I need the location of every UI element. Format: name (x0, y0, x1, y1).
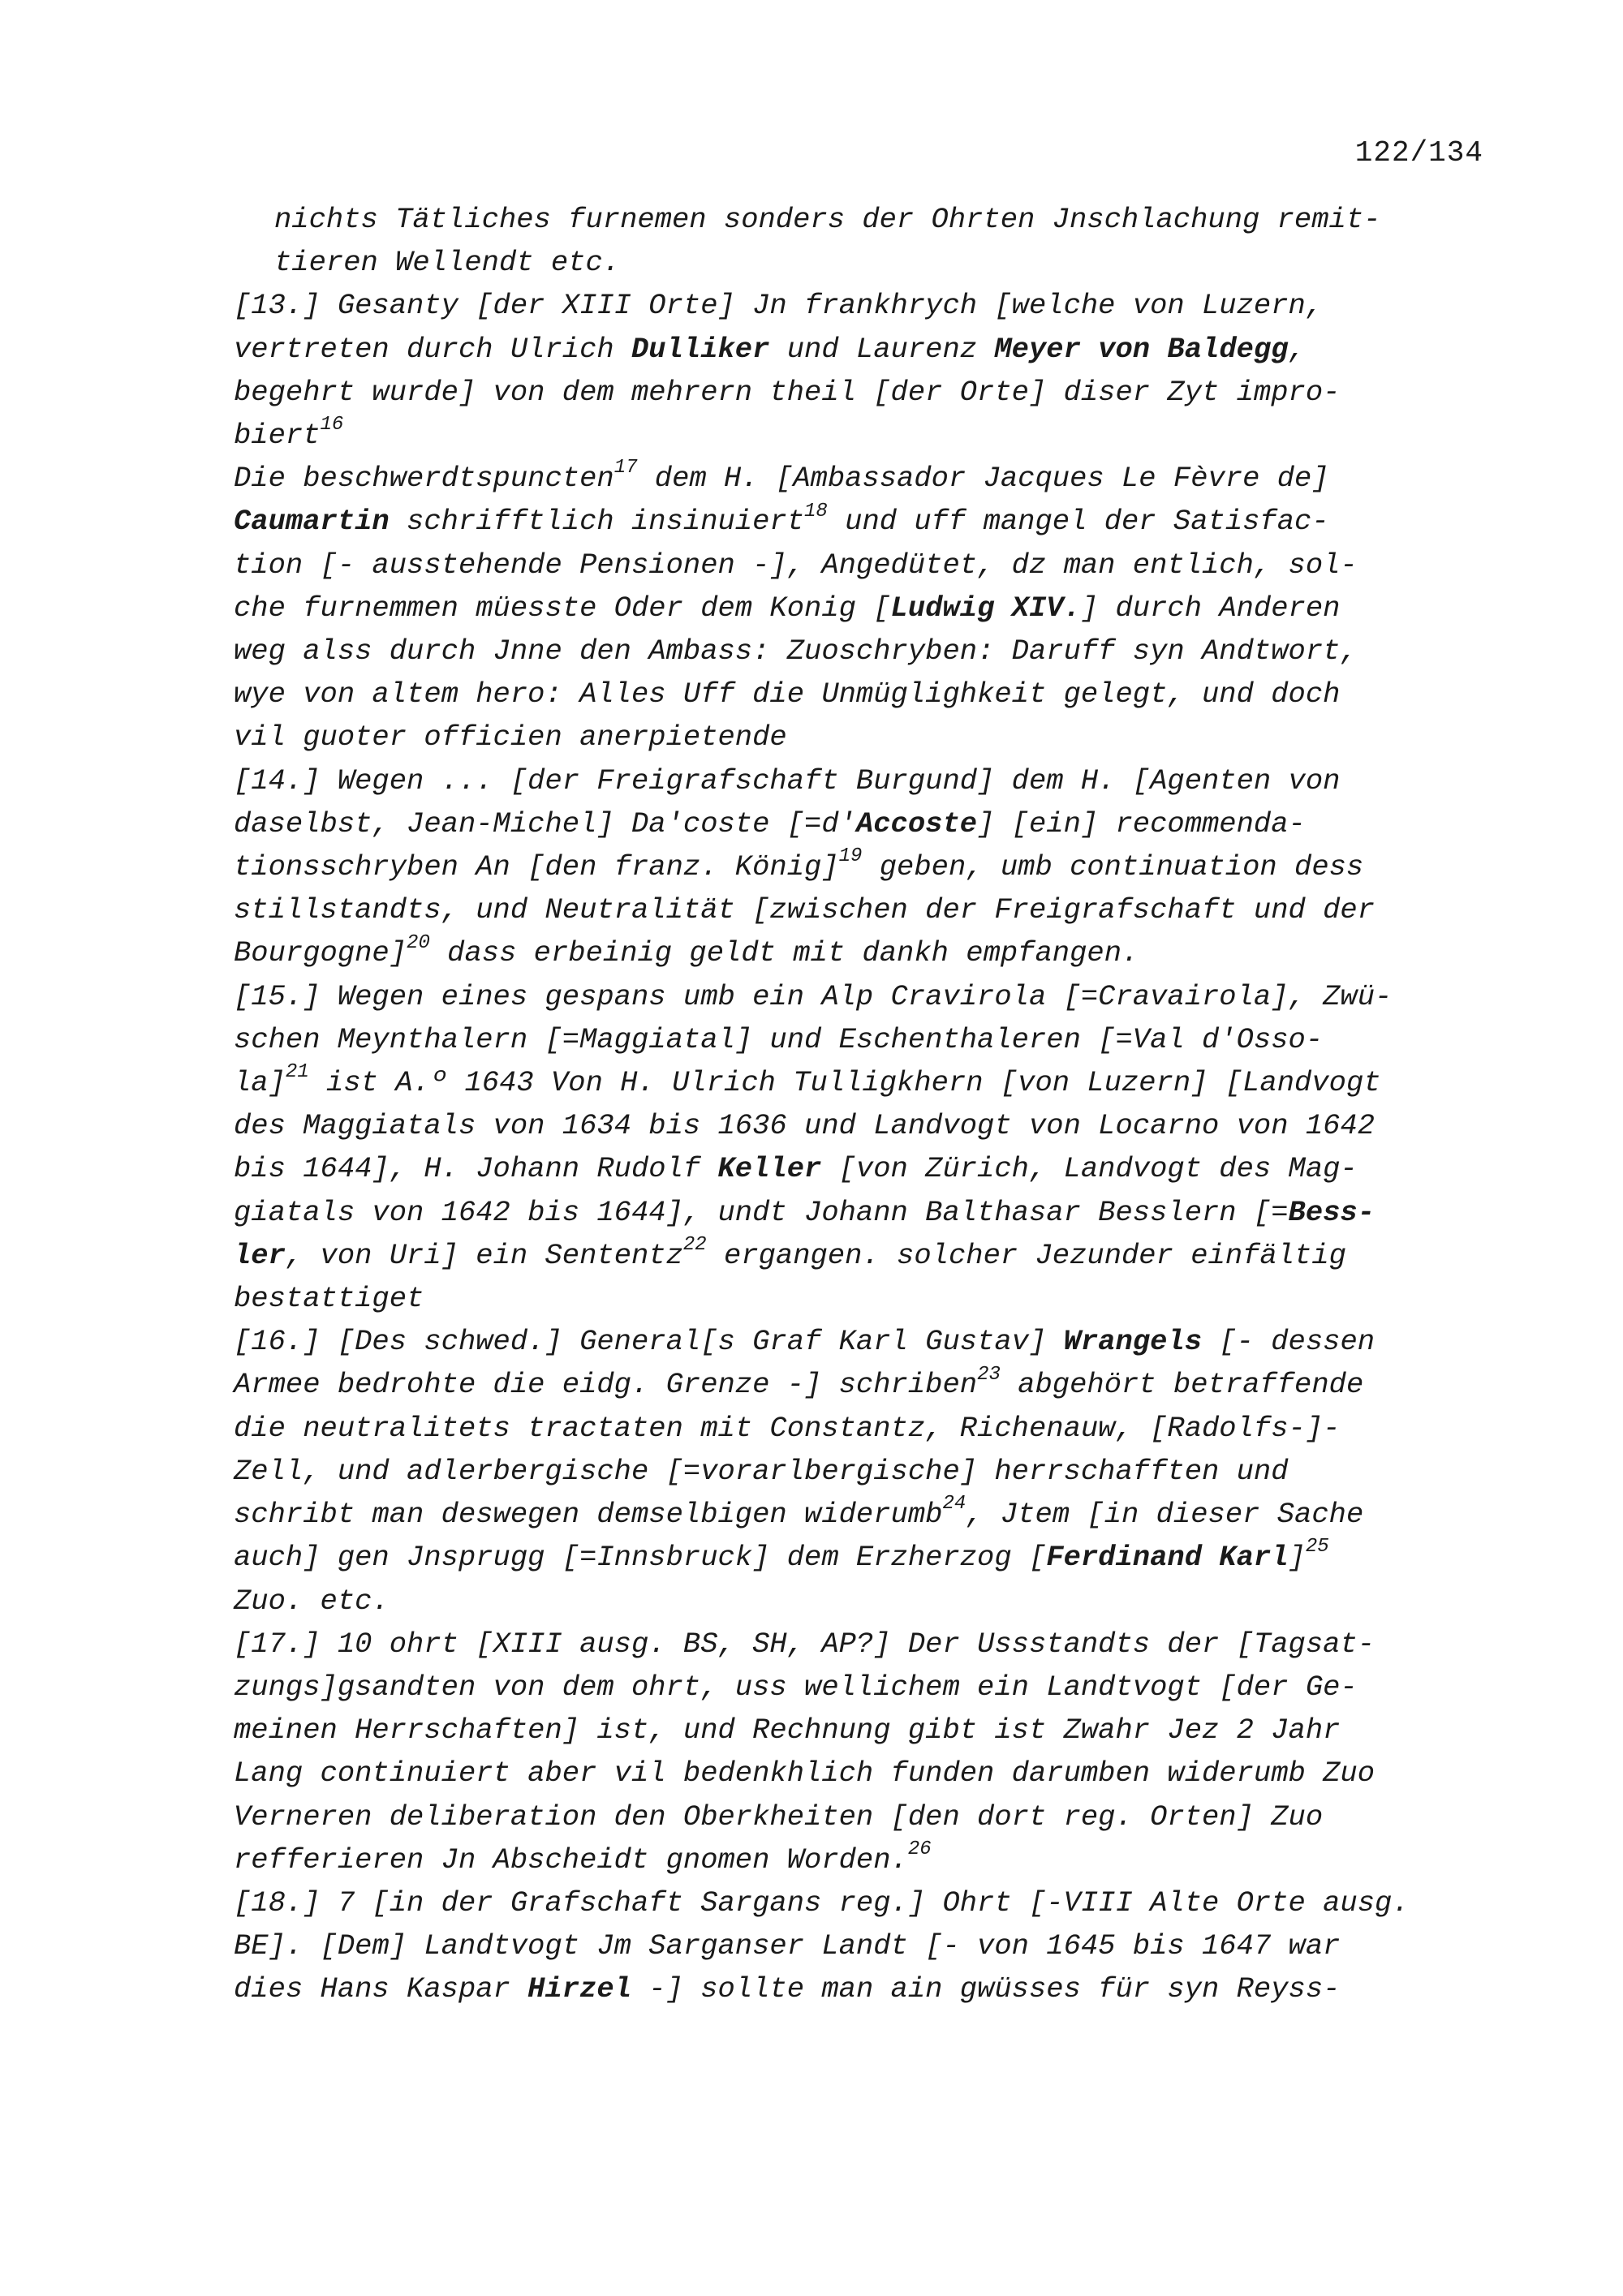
text-line: che furnemmen müesste Oder dem Konig [Ludwig XIV.] durch Anderen (234, 591, 1341, 625)
text-line: vil guoter officien anerpietende (234, 720, 787, 755)
text-line: biert$^{16}$ (234, 414, 344, 453)
paragraph-item-16 (234, 1320, 1492, 1622)
footnote-ref[interactable]: 25 (1305, 1536, 1329, 1559)
text-line: Zell, und adlerbergische [=vorarlbergische] herrschafften und (234, 1454, 1289, 1488)
footnote-ref[interactable]: 18 (804, 500, 828, 522)
text-line: nichts Tätliches furnemen sonders der Ohrten Jnschlachung remit- (274, 203, 1381, 236)
paragraph-item-18 (234, 1881, 1492, 2011)
footnote-ref[interactable]: 16 (320, 414, 344, 436)
text-line: schen Meynthalern [=Maggiatal] und Eschenthaleren [=Val d'Osso- (234, 1022, 1324, 1056)
text-line: Armee bedrohte die eidg. Grenze -] schriben$^{23}$ abgehört betraffende (234, 1363, 1364, 1402)
text-line: [16.] [Des schwed.] General[s Graf Karl Gustav] Wrangels [- dessen (234, 1325, 1375, 1359)
footnote-ref[interactable]: 26 (907, 1838, 932, 1860)
text-line: Caumartin schrifftlich insinuiert$^{18}$ und uff mangel der Satisfac- (234, 500, 1329, 539)
text-line: BE]. [Dem] Landtvogt Jm Sarganser Landt [- von 1645 bis 1647 war (234, 1929, 1341, 1963)
text-line: refferieren Jn Abscheidt gnomen Worden.$^{26}$ (234, 1838, 932, 1877)
text-line: begehrt wurde] von dem mehrern theil [der Orte] diser Zyt impro- (234, 375, 1341, 409)
person-name: Dulliker (631, 332, 770, 366)
footnote-ref[interactable]: 22 (682, 1234, 707, 1257)
text-line: weg alss durch Jnne den Ambass: Zuoschryben: Daruff syn Andtwort, (234, 634, 1358, 669)
footnote-ref[interactable]: 19 (838, 845, 863, 868)
person-name: Ludwig XIV. (890, 591, 1081, 625)
text-line: Lang continuiert aber vil bedenkhlich funden darumben widerumb Zuo (234, 1756, 1375, 1791)
text-line: vertreten durch Ulrich Dulliker und Laurenz Meyer von Baldegg, (234, 332, 1306, 366)
paragraph-item-17 (234, 1623, 1492, 1881)
text-line: Die beschwerdtspuncten$^{17}$ dem H. [Ambassador Jacques Le Fèvre de] (234, 457, 1329, 496)
footnote-ref[interactable]: 24 (942, 1493, 966, 1516)
person-name: Caumartin (234, 505, 390, 539)
text-line: ler, von Uri] ein Sententz$^{22}$ ergangen. solcher Jezunder einfältig (234, 1234, 1346, 1272)
text-line: tieren Wellendt etc. (274, 246, 621, 280)
text-line: zungs]gsandten von dem ohrt, uss wellichem ein Landtvogt [der Ge- (234, 1670, 1358, 1704)
text-line: stillstandts, und Neutralität [zwischen der Freigrafschaft und der (234, 893, 1375, 927)
text-line: die neutralitets tractaten mit Constantz, Richenauw, [Radolfs-]- (234, 1411, 1341, 1445)
document-body (234, 198, 1492, 2011)
text-line: tionsschryben An [den franz. König]$^{19}$ geben, umb continuation dess (234, 845, 1364, 884)
text-line: wye von altem hero: Alles Uff die Unmüglighkeit gelegt, und doch (234, 677, 1341, 712)
text-line: Zuo. etc. (234, 1584, 390, 1618)
text-line: [18.] 7 [in der Grafschaft Sargans reg.] Ohrt [-VIII Alte Orte ausg. (234, 1885, 1410, 1920)
text-line: giatals von 1642 bis 1644], undt Johann Balthasar Besslern [=Bess- (234, 1195, 1375, 1229)
text-line: la]$^{21}$ ist A.º 1643 Von H. Ulrich Tulligkhern [von Luzern] [Landvogt (234, 1061, 1381, 1100)
text-line: [13.] Gesanty [der XIII Orte] Jn frankhrych [welche von Luzern, (234, 289, 1324, 323)
text-line: [17.] 10 ohrt [XIII ausg. BS, SH, AP?] Der Ussstandts der [Tagsat- (234, 1627, 1375, 1661)
text-line: bestattiget (234, 1282, 424, 1316)
footnote-ref[interactable]: 17 (613, 457, 638, 479)
page-number: 122/134 (1354, 136, 1483, 170)
paragraph-item-15 (234, 975, 1492, 1321)
text-line: Bourgogne]$^{20}$ dass erbeinig geldt mit dankh empfangen. (234, 931, 1139, 970)
text-line: schribt man deswegen demselbigen widerumb$^{24}$, Jtem [in dieser Sache (234, 1493, 1364, 1532)
person-name: Ferdinand Karl (1046, 1541, 1289, 1575)
footnote-ref[interactable]: 20 (407, 931, 430, 954)
text-line: meinen Herrschaften] ist, und Rechnung gibt ist Zwahr Jez 2 Jahr (234, 1713, 1341, 1748)
text-line: bis 1644], H. Johann Rudolf Keller [von Zürich, Landvogt des Mag- (234, 1152, 1358, 1186)
footnote-ref[interactable]: 23 (977, 1363, 1001, 1386)
text-line: auch] gen Jnsprugg [=Innsbruck] dem Erzherzog [Ferdinand Karl]$^{25}$ (234, 1536, 1329, 1575)
person-name: Wrangels (1063, 1325, 1203, 1359)
person-name: Meyer von Baldegg (994, 332, 1289, 366)
text-line: Verneren deliberation den Oberkheiten [den dort reg. Orten] Zuo (234, 1799, 1324, 1834)
person-name: Keller (717, 1152, 822, 1186)
text-line: des Maggiatals von 1634 bis 1636 und Landvogt von Locarno von 1642 (234, 1109, 1375, 1143)
person-name: Accoste (855, 806, 978, 841)
person-name: ler (234, 1238, 286, 1272)
person-name: Hirzel (527, 1972, 631, 2006)
text-line: [14.] Wegen ... [der Freigrafschaft Burgund] dem H. [Agenten von (234, 763, 1341, 798)
footnote-ref[interactable]: 21 (285, 1061, 309, 1084)
text-line: tion [- ausstehende Pensionen -], Angedütet, dz man entlich, sol- (234, 548, 1358, 582)
person-name: Bess- (1288, 1195, 1375, 1229)
paragraph-item-13 (234, 284, 1492, 759)
paragraph-item-14 (234, 759, 1492, 975)
paragraph-item-12-continued (234, 198, 1492, 284)
text-line: dies Hans Kaspar Hirzel -] sollte man ain gwüsses für syn Reyss- (234, 1972, 1341, 2006)
text-line: daselbst, Jean-Michel] Da'coste [=d'Accoste] [ein] recommenda- (234, 806, 1306, 841)
text-line: [15.] Wegen eines gespans umb ein Alp Cravirola [=Cravairola], Zwü- (234, 979, 1393, 1013)
